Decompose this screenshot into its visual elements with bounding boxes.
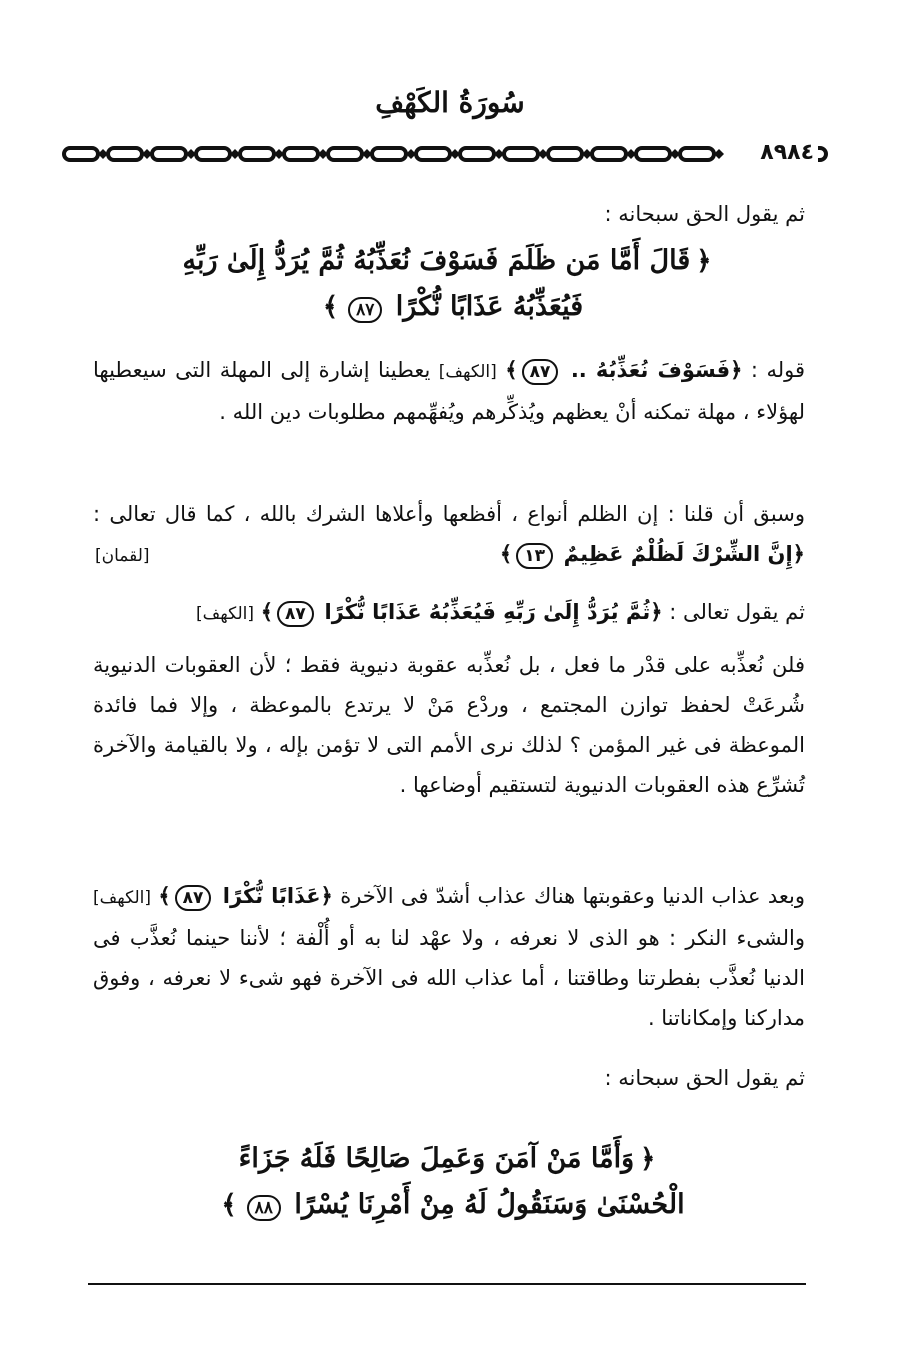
ayah-number-badge: ٨٧ <box>277 601 314 627</box>
surah-reference-luqman: [لقمان] <box>95 546 150 566</box>
chain-link <box>196 148 230 160</box>
chain-link <box>548 148 582 160</box>
paragraph-falan: فلن نُعذِّبه على قدْر ما فعل ، بل نُعذِّبه عقوبة دنيوية فقط ؛ لأن العقوبات الدنيوية شُرعَتْ لحفظ توازن المجتمع ، وردْع مَنْ لا يرتدع بالموعظة ، وإلا فما فائدة الموعظة فى غير المؤمن ؟ لذلك نرى الأمم التى لا تؤمن بإله ، ولا بالقيامة والآخرة تُشرِّع هذه العقوبات الدنيوية لتستقيم أوضاعها . <box>93 653 805 797</box>
paragraph-wabad: وبعد عذاب الدنيا وعقوبتها هناك عذاب أشدّ فى الآخرة ﴿عَذَابًا نُّكْرًا ٨٧﴾ [الكهف] والشىء النكر : هو الذى لا نعرفه ، ولا عهْد لنا به أو أُلْفة ؛ لأننا حينما نُعذَّب فى الدنيا نُعذَّب بفطرتنا وطاقتنا ، أما عذاب الله فى الآخرة فهو شىء لا نعرفه ، وفوق مداركنا وإمكاناتنا . <box>93 884 806 1030</box>
page-number: ٨٩٨٤ <box>756 140 818 166</box>
chain-link <box>592 148 626 160</box>
chain-diamond <box>714 149 724 159</box>
chain-border-icon <box>62 136 832 172</box>
ayah-number-badge: ٨٨ <box>247 1195 281 1221</box>
verse-88-line-1: ﴿وَأَمَّا مَنْ آمَنَ وَعَمِلَ صَالِحًا فَلَهُ جَزَاءً <box>120 1136 780 1182</box>
verse-87-line-2: فَيُعَذِّبُهُ عَذَابًا نُّكْرًا ٨٧﴾ <box>120 284 780 330</box>
ayah-number-badge: ٨٧ <box>348 297 382 323</box>
ayah-number-badge: ٨٧ <box>175 885 212 911</box>
chain-link <box>636 148 670 160</box>
intro-line-2: ثم يقول الحق سبحانه : <box>604 1066 805 1090</box>
chain-link <box>64 148 98 160</box>
chain-link <box>240 148 274 160</box>
chain-link <box>284 148 318 160</box>
chain-link <box>416 148 450 160</box>
chain-link <box>504 148 538 160</box>
ornament-close-icon: ﴾ <box>221 1190 237 1220</box>
ornament-close-icon: ﴾ <box>322 292 339 322</box>
ayah-number-badge: ٨٧ <box>522 359 559 385</box>
chain-link <box>680 148 714 160</box>
intro-line-1: ثم يقول الحق سبحانه : <box>604 202 805 226</box>
ayah-number-badge: ١٣ <box>516 543 553 569</box>
ornament-open-icon: ﴿ <box>696 246 712 276</box>
verse-87 <box>120 238 780 330</box>
paragraph-thumma: ثم يقول تعالى : ﴿ثُمَّ يُرَدُّ إِلَىٰ رَبِّهِ فَيُعَذِّبُهُ عَذَابًا نُّكْرًا ٨٧﴾ [الكهف] <box>93 592 805 634</box>
surah-title: سُورَةُ الكَهْفِ <box>375 86 525 119</box>
decorative-header-border <box>62 136 832 172</box>
verse-88 <box>120 1136 780 1228</box>
ornament-open-icon: ﴿ <box>640 1144 656 1174</box>
paragraph-qawluhu: قوله : ﴿فَسَوْفَ نُعَذِّبُهُ .. ٨٧﴾ [الكهف] يعطينا إشارة إلى المهلة التى سيعطيها لهؤلاء ، مهلة تمكنه أنْ يعظهم ويُذكِّرهم ويُفهِّمهم مطلوبات دين الله . <box>93 358 805 424</box>
verse-87-line-1: ﴿قَالَ أَمَّا مَن ظَلَمَ فَسَوْفَ نُعَذِّبُهُ ثُمَّ يُرَدُّ إِلَىٰ رَبِّهِ <box>120 238 780 284</box>
chain-link <box>328 148 362 160</box>
chain-link <box>460 148 494 160</box>
footer-rule <box>88 1283 806 1285</box>
chain-link <box>152 148 186 160</box>
chain-link <box>372 148 406 160</box>
verse-88-line-2: الْحُسْنَىٰ وَسَنَقُولُ لَهُ مِنْ أَمْرِنَا يُسْرًا ٨٨﴾ <box>120 1182 780 1228</box>
paragraph-sabaq: وسبق أن قلنا : إن الظلم أنواع ، أفظعها وأعلاها الشرك بالله ، كما قال تعالى : ﴿إِنَّ الشِّرْكَ لَظُلْمٌ عَظِيمٌ ١٣﴾ <box>93 494 805 574</box>
chain-link <box>108 148 142 160</box>
